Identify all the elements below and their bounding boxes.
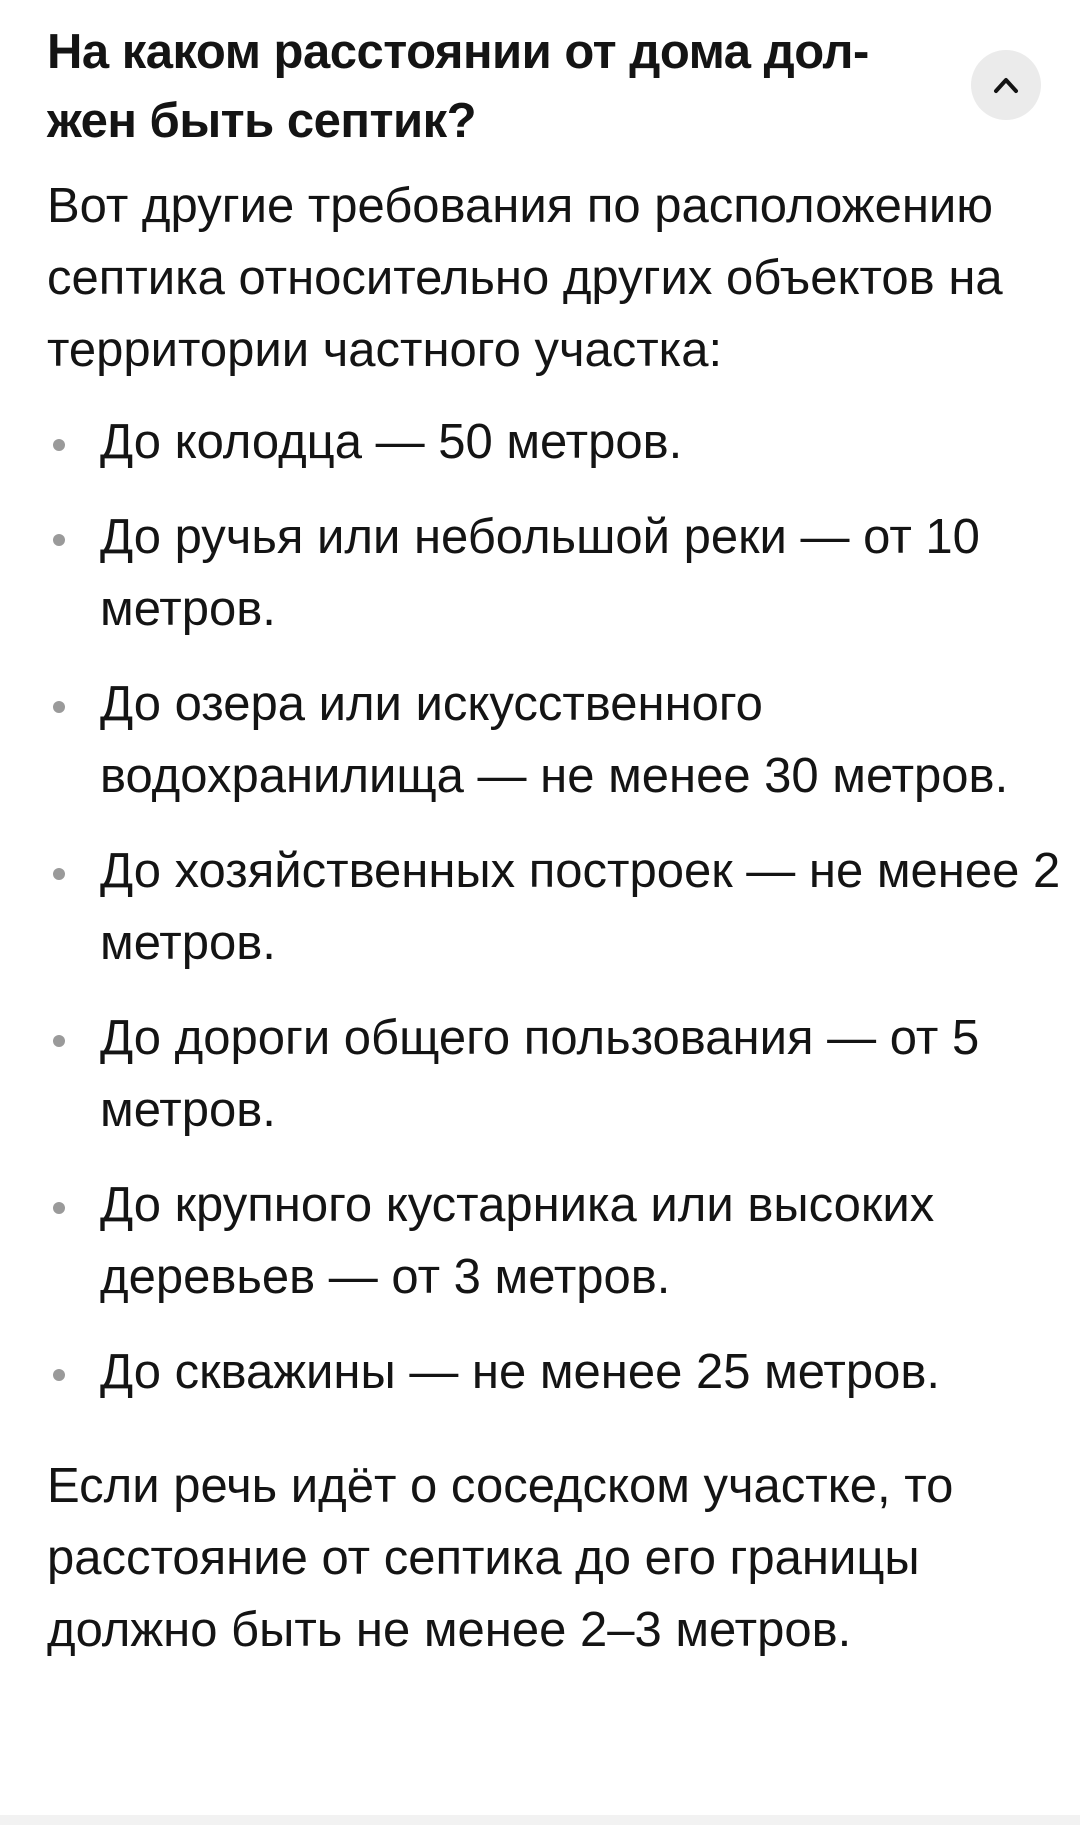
intro-paragraph: Вот другие требования по расположению септика относительно других объектов на территории частного участка: <box>47 179 1003 377</box>
article-body <box>47 170 1061 1666</box>
list-item <box>47 668 1080 812</box>
bullet-marker <box>53 701 65 713</box>
list-item-text: До колодца — 50 метров. <box>100 415 683 469</box>
bullet-marker <box>53 868 65 880</box>
list-item <box>47 1336 1080 1408</box>
section-header <box>47 18 947 156</box>
bullet-marker <box>53 1202 65 1214</box>
list-item-text: До крупного кустарника или высоких деревьев — от 3 метров. <box>100 1178 935 1304</box>
list-item <box>47 1169 1080 1313</box>
section-title <box>47 18 947 156</box>
bullet-marker <box>53 1035 65 1047</box>
list-item-text: До скважины — не менее 25 метров. <box>100 1345 940 1399</box>
requirements-list <box>47 406 1061 1408</box>
chevron-up-icon <box>991 75 1021 95</box>
closing-paragraph: Если речь идёт о соседском участке, то расстояние от септика до его границы должно быть не менее 2–3 метров. <box>47 1459 954 1657</box>
list-item <box>47 501 1080 645</box>
bullet-marker <box>53 1369 65 1381</box>
bullet-marker <box>53 439 65 451</box>
section-title-line-1: На каком расстоянии от дома дол- <box>47 25 869 79</box>
list-item <box>47 835 1080 979</box>
list-item-text: До озера или искусственного водохранилища — не менее 30 метров. <box>100 677 1009 803</box>
section-title-line-2: жен быть септик? <box>47 94 477 148</box>
list-item <box>47 406 1080 478</box>
collapse-section-button[interactable] <box>971 50 1041 120</box>
list-item <box>47 1002 1080 1146</box>
bottom-divider <box>0 1815 1080 1825</box>
bullet-marker <box>53 534 65 546</box>
list-item-text: До хозяйственных построек — не менее 2 метров. <box>100 844 1061 970</box>
list-item-text: До дороги общего пользования — от 5 метров. <box>100 1011 980 1137</box>
list-item-text: До ручья или небольшой реки — от 10 метров. <box>100 510 980 636</box>
